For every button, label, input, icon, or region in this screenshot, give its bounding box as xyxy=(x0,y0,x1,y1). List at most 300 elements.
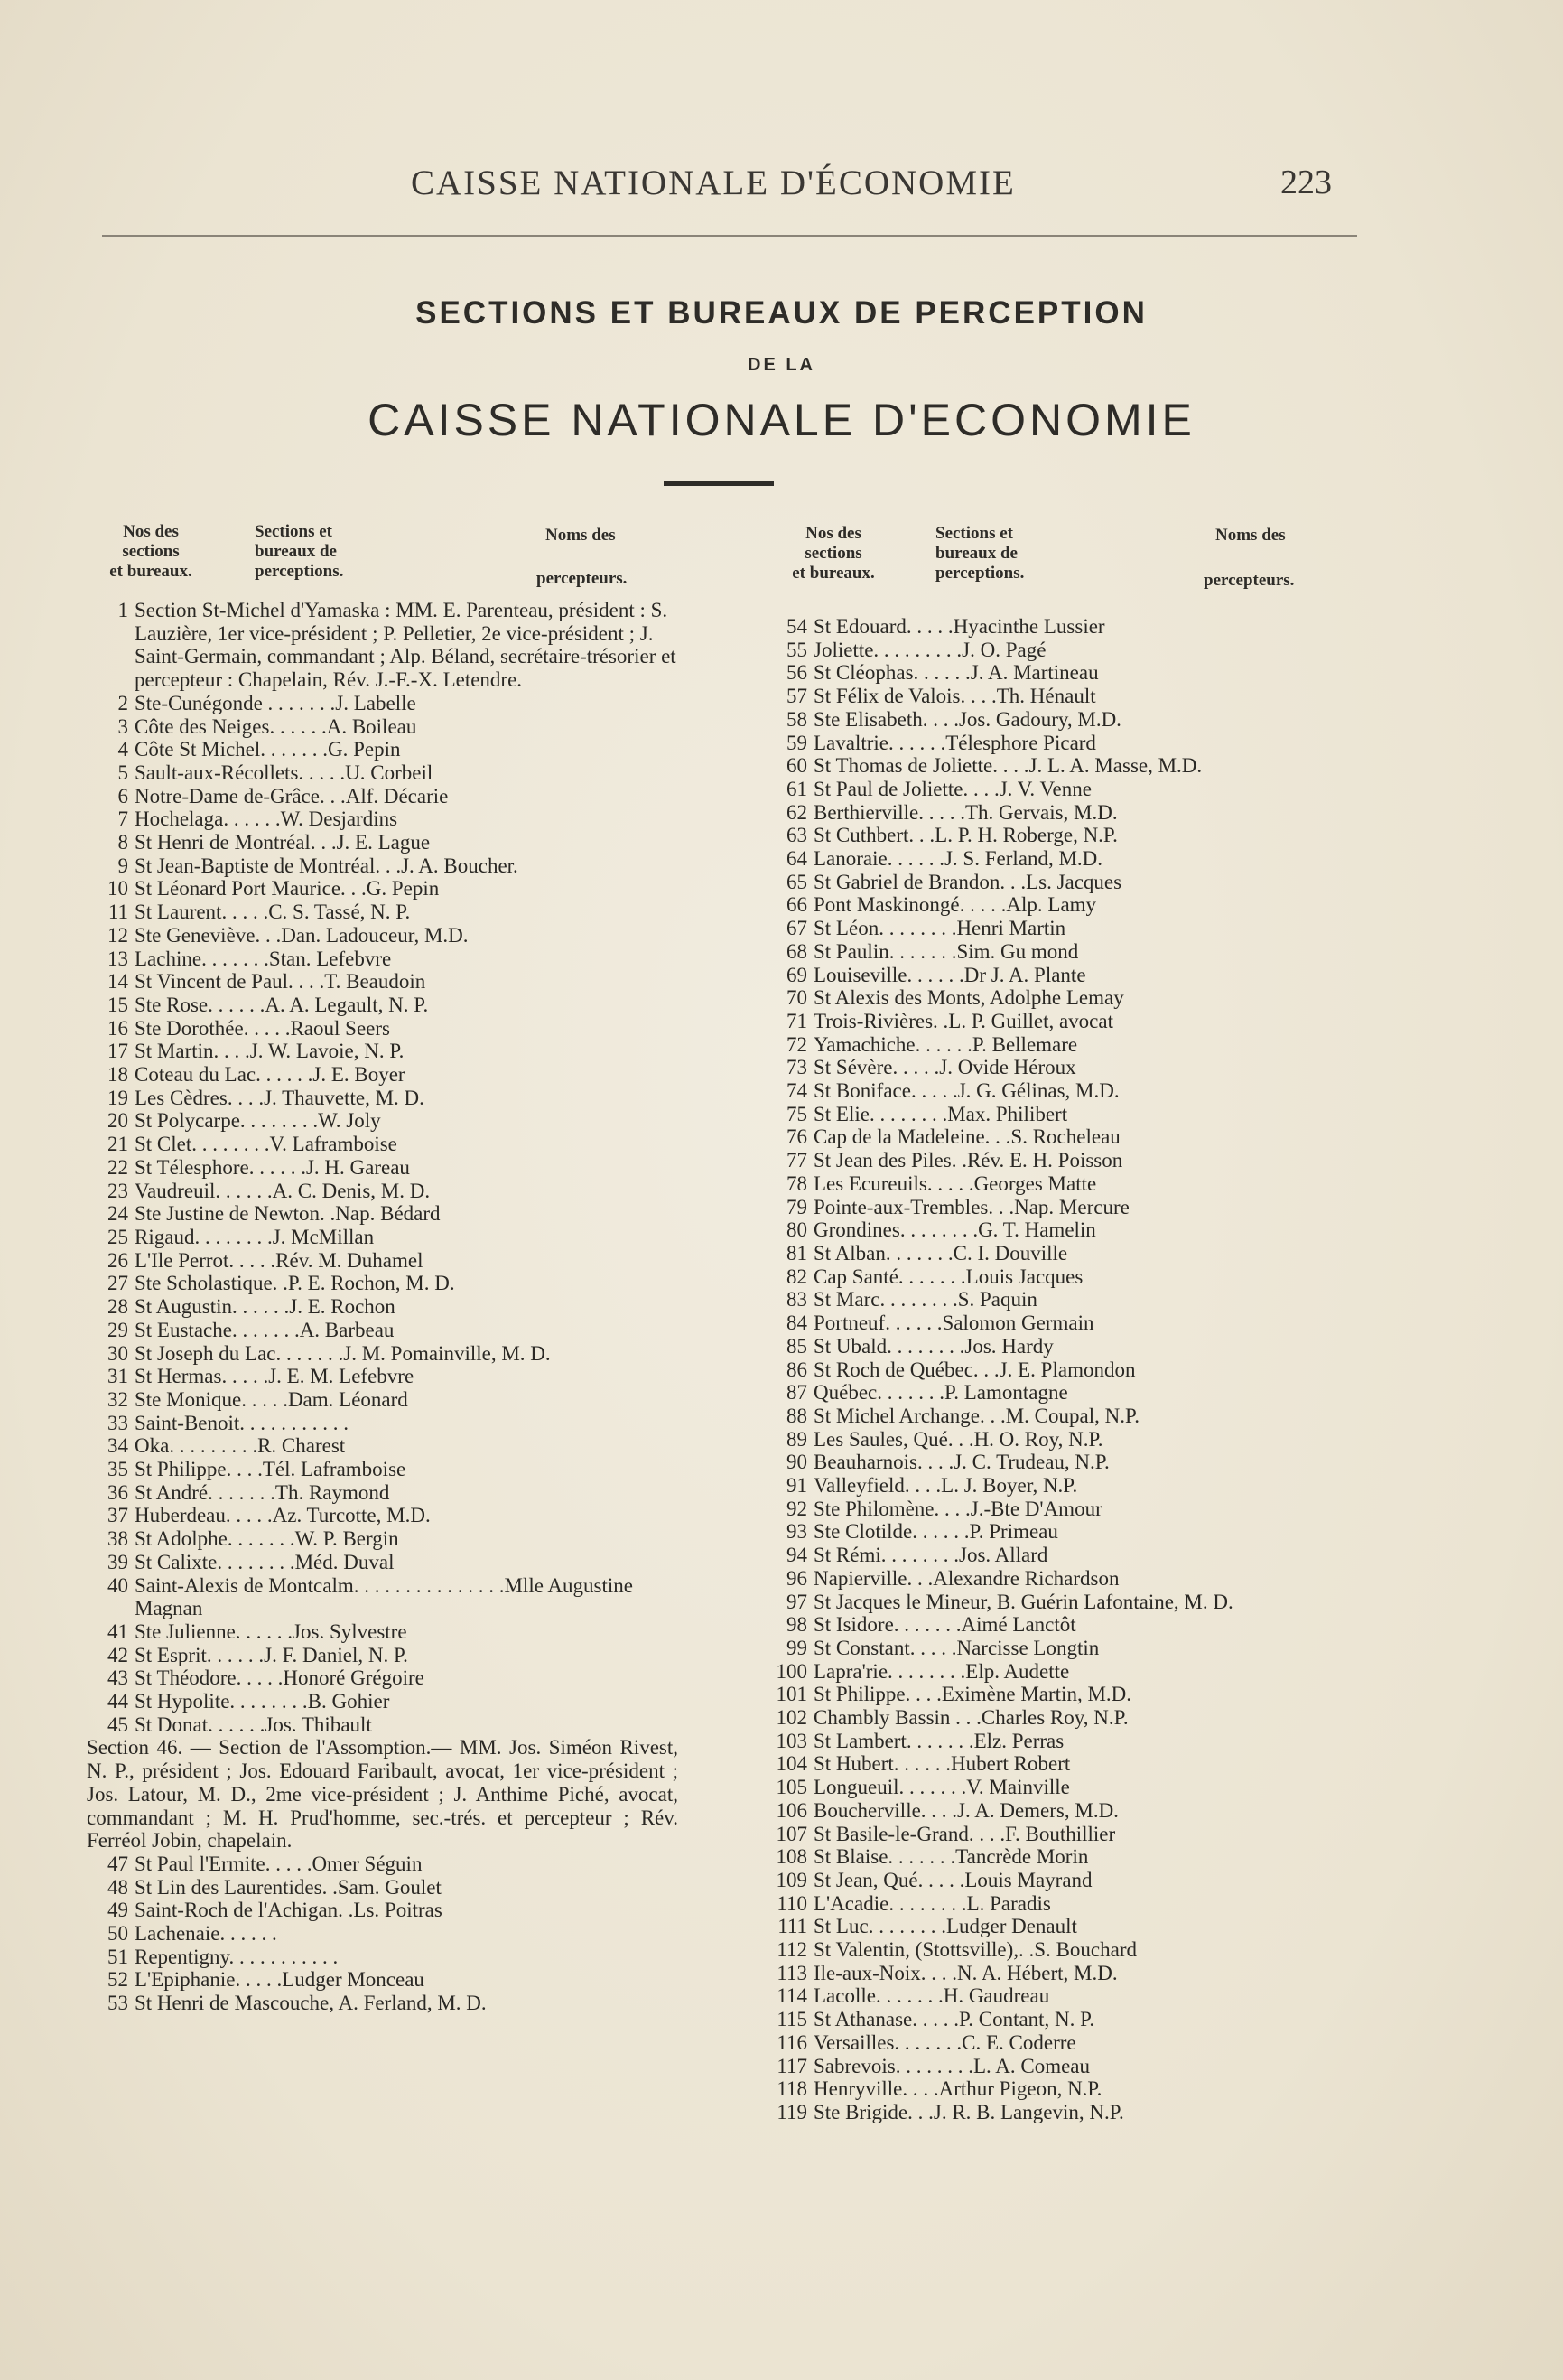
entry-number: 119 xyxy=(777,2101,807,2123)
entry-text: Ste Rose. . . . . .A. A. Legault, N. P. xyxy=(135,993,429,1016)
entry-text: Louiseville. . . . . .Dr J. A. Plante xyxy=(814,963,1086,986)
entry-text: Ste Philomène. . . .J.-Bte D'Amour xyxy=(814,1497,1102,1520)
entry-number: 114 xyxy=(777,1984,807,2008)
list-item xyxy=(766,1010,1348,1033)
entry-text: Notre-Dame de-Grâce. . .Alf. Décarie xyxy=(135,784,449,807)
list-item xyxy=(766,801,1348,825)
entry-number: 33 xyxy=(107,1411,128,1434)
list-item xyxy=(766,1056,1348,1079)
entry-text: St Blaise. . . . . . .Tancrède Morin xyxy=(814,1845,1089,1869)
list-item xyxy=(87,1388,678,1412)
list-item xyxy=(766,1544,1348,1567)
entry-text: St Luc. . . . . . . .Ludger Denault xyxy=(814,1915,1077,1938)
list-item xyxy=(87,1133,678,1156)
entry-text: St Sévère. . . . .J. Ovide Héroux xyxy=(814,1056,1076,1079)
list-item xyxy=(766,917,1348,940)
entry-number: 24 xyxy=(107,1202,128,1226)
entry-number: 60 xyxy=(786,754,807,778)
entry-number: 29 xyxy=(107,1318,128,1341)
entry-number: 13 xyxy=(107,947,128,970)
list-item xyxy=(766,1660,1348,1684)
list-item xyxy=(766,847,1348,871)
entry-number: 52 xyxy=(107,1968,128,1992)
entry-text: Lanoraie. . . . . .J. S. Ferland, M.D. xyxy=(814,847,1103,871)
entry-text: L'Acadie. . . . . . . .L. Paradis xyxy=(814,1891,1051,1915)
entry-number: 10 xyxy=(107,877,128,901)
entry-text: St Félix de Valois. . . .Th. Hénault xyxy=(814,685,1096,708)
entry-text: St Paul de Joliette. . . .J. V. Venne xyxy=(814,777,1092,800)
list-item xyxy=(87,970,678,994)
entry-text: Ste Dorothée. . . . .Raoul Seers xyxy=(135,1016,390,1040)
list-item xyxy=(766,1892,1348,1916)
entry-text: Pont Maskinongé. . . . .Alp. Lamy xyxy=(814,893,1097,917)
right-head-sections xyxy=(935,524,1089,583)
list-item xyxy=(766,940,1348,964)
list-item xyxy=(87,738,678,761)
list-item xyxy=(87,1017,678,1041)
entry-text: St Marc. . . . . . . .S. Paquin xyxy=(814,1288,1037,1311)
entry-text: St Isidore. . . . . . .Aimé Lanctôt xyxy=(814,1613,1076,1637)
entry-text: Ste Elisabeth. . . .Jos. Gadoury, M.D. xyxy=(814,707,1121,731)
entry-text: Chambly Bassin . . .Charles Roy, N.P. xyxy=(814,1706,1129,1730)
list-item xyxy=(87,831,678,854)
entry-number: 70 xyxy=(786,986,807,1010)
list-item xyxy=(766,1474,1348,1498)
entry-text: St Polycarpe. . . . . . . .W. Joly xyxy=(135,1109,381,1133)
entry-number: 99 xyxy=(786,1636,807,1659)
list-item xyxy=(766,639,1348,662)
entry-number: 53 xyxy=(107,1992,128,2015)
entry-number: 88 xyxy=(786,1404,807,1427)
entry-number: 27 xyxy=(107,1272,128,1295)
entry-number: 45 xyxy=(107,1713,128,1736)
list-item xyxy=(766,1613,1348,1637)
list-item xyxy=(766,893,1348,917)
list-item xyxy=(87,854,678,878)
entry-text: Versailles. . . . . . .C. E. Coderre xyxy=(814,2030,1076,2054)
entry-number: 14 xyxy=(107,970,128,994)
head-line: Nos des xyxy=(123,522,179,541)
entry-number: 28 xyxy=(107,1295,128,1319)
head-line: Sections et xyxy=(255,522,333,541)
list-item xyxy=(766,1752,1348,1776)
entry-number: 76 xyxy=(786,1125,807,1149)
head-line: perceptions. xyxy=(255,562,344,581)
list-item xyxy=(87,715,678,739)
entry-number: 80 xyxy=(786,1218,807,1242)
entry-text: Henryville. . . .Arthur Pigeon, N.P. xyxy=(814,2077,1102,2101)
list-item xyxy=(87,1202,678,1226)
entry-number: 81 xyxy=(786,1241,807,1265)
left-head-sections xyxy=(255,522,408,582)
entry-text: Yamachiche. . . . . .P. Bellemare xyxy=(814,1032,1078,1056)
entry-number: 84 xyxy=(786,1311,807,1335)
entry-number: 50 xyxy=(107,1922,128,1946)
entry-number: 98 xyxy=(786,1613,807,1637)
entry-number: 48 xyxy=(107,1875,128,1899)
list-item xyxy=(87,1853,678,1876)
list-item xyxy=(766,2077,1348,2101)
list-item xyxy=(766,1149,1348,1172)
entry-text: St Eustache. . . . . . .A. Barbeau xyxy=(135,1318,395,1341)
left-head-names-top: Noms des xyxy=(545,526,616,545)
list-item xyxy=(87,1574,678,1620)
entry-number: 39 xyxy=(107,1550,128,1573)
list-item xyxy=(87,1040,678,1063)
list-item xyxy=(766,1079,1348,1103)
entry-number: 3 xyxy=(117,714,128,738)
list-item xyxy=(766,708,1348,732)
entry-number: 32 xyxy=(107,1387,128,1411)
entry-number: 108 xyxy=(776,1845,807,1869)
list-item xyxy=(766,1683,1348,1706)
entry-text: Beauharnois. . . .J. C. Trudeau, N.P. xyxy=(814,1451,1110,1474)
head-line: et bureaux. xyxy=(792,564,875,583)
entry-text: St Alexis des Monts, Adolphe Lemay xyxy=(814,986,1124,1010)
entry-number: 71 xyxy=(786,1009,807,1032)
list-item xyxy=(87,1876,678,1899)
list-item xyxy=(766,732,1348,755)
list-item xyxy=(87,1180,678,1203)
list-item xyxy=(766,1196,1348,1219)
entry-text: St Henri de Montréal. . .J. E. Lague xyxy=(135,831,431,854)
list-item xyxy=(87,692,678,715)
entry-text: Berthierville. . . . .Th. Gervais, M.D. xyxy=(814,800,1118,824)
entry-number: 75 xyxy=(786,1102,807,1125)
entry-text: St Télesphore. . . . . .J. H. Gareau xyxy=(135,1155,410,1179)
entry-number: 86 xyxy=(786,1358,807,1381)
entry-text: St Clet. . . . . . . .V. Laframboise xyxy=(135,1133,397,1156)
list-item xyxy=(766,986,1348,1010)
entry-number: 2 xyxy=(117,691,128,714)
entry-text: Cap Santé. . . . . . .Louis Jacques xyxy=(814,1265,1084,1288)
entry-number: 51 xyxy=(107,1945,128,1968)
entry-number: 34 xyxy=(107,1434,128,1458)
entry-text: St Léonard Port Maurice. . .G. Pepin xyxy=(135,877,440,901)
entry-text: Section 46. — Section de l'Assomption.— MM. Jos. Siméon Rivest, N. P., président ; Jos. Edouard Faribault, avocat, 1er vice-président ; Jos. Latour, M. D., 2me vice-président ; J. Anthime Piché, avocat, commandant ; M. H. Prud'homme, sec.-trés. et percepteur ; Rév. Ferréol Jobin, chapelain. xyxy=(87,1736,678,1853)
entry-text: St Alban. . . . . . .C. I. Douville xyxy=(814,1241,1068,1265)
entry-number: 85 xyxy=(786,1334,807,1358)
list-item xyxy=(766,1103,1348,1126)
entry-text: Les Ecureuils. . . . .Georges Matte xyxy=(814,1171,1097,1195)
list-item xyxy=(766,1869,1348,1892)
list-item xyxy=(766,1498,1348,1521)
entry-number: 47 xyxy=(107,1852,128,1875)
entry-text: Lacolle. . . . . . .H. Gaudreau xyxy=(814,1984,1050,2008)
entry-text: St Jacques le Mineur, B. Guérin Lafontaine, M. D. xyxy=(814,1590,1233,1613)
entry-text: Québec. . . . . . .P. Lamontagne xyxy=(814,1381,1068,1405)
title-line-3: CAISSE NATIONALE D'ECONOMIE xyxy=(367,395,1196,445)
list-item xyxy=(87,1272,678,1295)
list-item xyxy=(87,1551,678,1574)
entry-number: 93 xyxy=(786,1520,807,1544)
list-item xyxy=(87,1319,678,1342)
entry-number: 9 xyxy=(117,854,128,877)
entry-text: St Roch de Québec. . .J. E. Plamondon xyxy=(814,1358,1136,1381)
list-item xyxy=(87,1434,678,1458)
entry-text: Sabrevois. . . . . . . .L. A. Comeau xyxy=(814,2054,1090,2077)
entry-text: St Vincent de Paul. . . .T. Beaudoin xyxy=(135,970,426,994)
list-item xyxy=(766,1451,1348,1474)
entry-text: St Paul l'Ermite. . . . .Omer Séguin xyxy=(135,1852,423,1875)
entry-number: 87 xyxy=(786,1381,807,1405)
entry-text: Ste Geneviève. . .Dan. Ladouceur, M.D. xyxy=(135,923,469,947)
entry-text: Ste-Cunégonde . . . . . . .J. Labelle xyxy=(135,691,416,714)
list-item xyxy=(87,1063,678,1087)
entry-text: St Ubald. . . . . . . .Jos. Hardy xyxy=(814,1334,1054,1358)
entry-text: Saint-Alexis de Montcalm. . . . . . . . . . . . . . .Mlle Augustine Magnan xyxy=(135,1573,633,1620)
entry-text: St Cuthbert. . .L. P. H. Roberge, N.P. xyxy=(814,824,1118,847)
entry-text: Lavaltrie. . . . . .Télesphore Picard xyxy=(814,731,1096,754)
head-line: et bureaux. xyxy=(109,562,192,581)
list-item xyxy=(766,1799,1348,1823)
entry-text: Lapra'rie. . . . . . . .Elp. Audette xyxy=(814,1659,1070,1683)
entry-text: St Athanase. . . . .P. Contant, N. P. xyxy=(814,2008,1095,2031)
list-item xyxy=(766,824,1348,847)
header-rule xyxy=(102,235,1357,237)
entry-number: 41 xyxy=(107,1619,128,1643)
list-item xyxy=(766,1637,1348,1660)
list-item xyxy=(87,1458,678,1481)
list-item xyxy=(87,599,678,692)
entry-number: 5 xyxy=(117,761,128,784)
list-item xyxy=(766,2055,1348,2078)
entry-text: St Joseph du Lac. . . . . . .J. M. Pomainville, M. D. xyxy=(135,1341,551,1365)
title-line-2: DE LA xyxy=(748,355,815,375)
list-item xyxy=(766,2008,1348,2031)
entry-text: Pointe-aux-Trembles. . .Nap. Mercure xyxy=(814,1195,1130,1218)
right-head-names-top: Noms des xyxy=(1215,526,1286,545)
entry-number: 117 xyxy=(777,2054,807,2077)
list-item xyxy=(766,1567,1348,1591)
entry-text: St Cléophas. . . . . .J. A. Martineau xyxy=(814,661,1099,685)
entry-text: St Augustin. . . . . .J. E. Rochon xyxy=(135,1295,395,1319)
entry-number: 31 xyxy=(107,1365,128,1388)
head-line: sections xyxy=(122,542,180,561)
left-head-names-bottom: percepteurs. xyxy=(536,569,628,588)
list-item xyxy=(87,901,678,924)
entry-number: 56 xyxy=(786,661,807,685)
entry-text: St Laurent. . . . .C. S. Tassé, N. P. xyxy=(135,901,411,924)
list-item xyxy=(87,1899,678,1922)
list-item xyxy=(87,1249,678,1273)
entry-text: Huberdeau. . . . .Az. Turcotte, M.D. xyxy=(135,1504,431,1527)
entry-number: 16 xyxy=(107,1016,128,1040)
list-item xyxy=(87,947,678,971)
entry-number: 118 xyxy=(777,2077,807,2101)
list-item xyxy=(87,761,678,785)
list-item xyxy=(766,871,1348,894)
list-item xyxy=(766,1591,1348,1614)
entry-text: St Michel Archange. . .M. Coupal, N.P. xyxy=(814,1404,1140,1427)
entry-text: Hochelaga. . . . . .W. Desjardins xyxy=(135,807,398,831)
left-head-numbers xyxy=(101,522,200,582)
entry-text: St Adolphe. . . . . . .W. P. Bergin xyxy=(135,1527,399,1551)
list-item xyxy=(87,1736,678,1853)
entry-number: 8 xyxy=(117,831,128,854)
entry-text: St Gabriel de Brandon. . .Ls. Jacques xyxy=(814,870,1122,893)
entry-number: 38 xyxy=(107,1527,128,1551)
entry-number: 1 xyxy=(117,599,128,621)
list-item xyxy=(766,1033,1348,1057)
list-item xyxy=(766,1845,1348,1869)
entry-number: 106 xyxy=(776,1798,807,1822)
entry-number: 35 xyxy=(107,1458,128,1481)
list-item xyxy=(87,1365,678,1388)
list-item xyxy=(766,1242,1348,1265)
list-item xyxy=(766,1520,1348,1544)
list-item xyxy=(87,1992,678,2015)
entry-text: St Léon. . . . . . . .Henri Martin xyxy=(814,917,1066,940)
entry-number: 66 xyxy=(786,893,807,917)
entry-text: Ile-aux-Noix. . . .N. A. Hébert, M.D. xyxy=(814,1961,1118,1984)
entry-number: 111 xyxy=(777,1915,807,1938)
list-item xyxy=(766,1706,1348,1730)
entry-text: Repentigny. . . . . . . . . . . xyxy=(135,1945,339,1968)
list-item xyxy=(87,1156,678,1180)
list-item xyxy=(766,1730,1348,1753)
entry-number: 113 xyxy=(777,1961,807,1984)
list-item xyxy=(87,877,678,901)
list-item xyxy=(766,1172,1348,1196)
entry-number: 94 xyxy=(786,1544,807,1567)
list-item xyxy=(766,1823,1348,1846)
list-item xyxy=(87,1713,678,1737)
list-item xyxy=(766,778,1348,801)
list-item xyxy=(766,964,1348,987)
entry-number: 107 xyxy=(776,1822,807,1845)
running-title: CAISSE NATIONALE D'ÉCONOMIE xyxy=(411,163,1016,202)
entry-text: Ste Monique. . . . .Dam. Léonard xyxy=(135,1387,408,1411)
title-line-1: SECTIONS ET BUREAUX DE PERCEPTION xyxy=(415,295,1148,331)
entry-number: 73 xyxy=(786,1056,807,1079)
head-line: sections xyxy=(805,544,862,563)
list-item xyxy=(87,1412,678,1435)
entry-text: Napierville. . .Alexandre Richardson xyxy=(814,1566,1120,1590)
entry-text: St André. . . . . . .Th. Raymond xyxy=(135,1480,390,1504)
entry-text: Ste Clotilde. . . . . .P. Primeau xyxy=(814,1520,1058,1544)
list-item xyxy=(766,2101,1348,2124)
entry-text: Portneuf. . . . . .Salomon Germain xyxy=(814,1311,1094,1335)
entry-number: 30 xyxy=(107,1341,128,1365)
entry-text: St Donat. . . . . .Jos. Thibault xyxy=(135,1713,372,1736)
entry-number: 40 xyxy=(107,1573,128,1597)
entry-text: St Philippe. . . .Tél. Laframboise xyxy=(135,1458,406,1481)
list-item xyxy=(87,1481,678,1505)
entry-number: 105 xyxy=(776,1776,807,1799)
list-item xyxy=(766,1288,1348,1311)
head-line: bureaux de xyxy=(255,542,337,561)
entry-text: St Rémi. . . . . . . .Jos. Allard xyxy=(814,1544,1048,1567)
list-item xyxy=(766,754,1348,778)
entry-number: 18 xyxy=(107,1063,128,1087)
entry-number: 21 xyxy=(107,1133,128,1156)
list-item xyxy=(87,1946,678,1969)
entry-text: St Constant. . . . .Narcisse Longtin xyxy=(814,1636,1100,1659)
list-item xyxy=(766,2031,1348,2055)
entry-number: 44 xyxy=(107,1690,128,1713)
list-item xyxy=(766,1984,1348,2008)
entry-number: 17 xyxy=(107,1040,128,1063)
left-column xyxy=(87,599,678,2015)
entry-text: Saint-Benoit. . . . . . . . . . . xyxy=(135,1411,349,1434)
entry-text: St Jean, Qué. . . . .Louis Mayrand xyxy=(814,1868,1093,1891)
list-item xyxy=(766,1938,1348,1962)
entry-number: 79 xyxy=(786,1195,807,1218)
entry-number: 12 xyxy=(107,923,128,947)
entry-number: 78 xyxy=(786,1171,807,1195)
entry-text: Ste Justine de Newton. .Nap. Bédard xyxy=(135,1202,441,1226)
list-item xyxy=(766,1962,1348,1985)
entry-number: 90 xyxy=(786,1451,807,1474)
list-item xyxy=(87,1504,678,1527)
entry-number: 37 xyxy=(107,1504,128,1527)
entry-text: St Lambert. . . . . . .Elz. Perras xyxy=(814,1729,1065,1752)
entry-text: Boucherville. . . .J. A. Demers, M.D. xyxy=(814,1798,1119,1822)
entry-text: St Jean des Piles. .Rév. E. H. Poisson xyxy=(814,1149,1123,1172)
entry-number: 65 xyxy=(786,870,807,893)
title-rule xyxy=(664,481,774,486)
entry-text: Trois-Rivières. .L. P. Guillet, avocat xyxy=(814,1009,1113,1032)
entry-text: Rigaud. . . . . . . .J. McMillan xyxy=(135,1225,375,1248)
entry-number: 116 xyxy=(777,2030,807,2054)
entry-text: Ste Brigide. . .J. R. B. Langevin, N.P. xyxy=(814,2101,1124,2123)
entry-number: 4 xyxy=(117,738,128,761)
entry-text: Lachenaie. . . . . . xyxy=(135,1922,277,1946)
entry-number: 15 xyxy=(107,993,128,1016)
entry-number: 20 xyxy=(107,1109,128,1133)
entry-number: 89 xyxy=(786,1427,807,1451)
entry-text: St Jean-Baptiste de Montréal. . .J. A. Boucher. xyxy=(135,854,518,877)
list-item xyxy=(766,685,1348,708)
entry-number: 102 xyxy=(776,1706,807,1730)
head-line: Sections et xyxy=(935,524,1014,543)
list-item xyxy=(87,1690,678,1713)
entry-text: St Théodore. . . . .Honoré Grégoire xyxy=(135,1666,424,1690)
entry-number: 96 xyxy=(786,1566,807,1590)
entry-text: Oka. . . . . . . . .R. Charest xyxy=(135,1434,346,1458)
entry-number: 104 xyxy=(776,1752,807,1776)
entry-number: 58 xyxy=(786,707,807,731)
entry-text: St Philippe. . . .Eximène Martin, M.D. xyxy=(814,1683,1132,1706)
head-line: perceptions. xyxy=(935,564,1025,583)
head-line: bureaux de xyxy=(935,544,1018,563)
entry-text: Côte des Neiges. . . . . .A. Boileau xyxy=(135,714,417,738)
entry-number: 97 xyxy=(786,1590,807,1613)
right-head-names-bottom: percepteurs. xyxy=(1204,571,1295,590)
right-head-numbers xyxy=(766,524,901,583)
entry-number: 6 xyxy=(117,784,128,807)
entry-number: 59 xyxy=(786,731,807,754)
list-item xyxy=(87,807,678,831)
entry-number: 49 xyxy=(107,1899,128,1922)
entry-text: Ste Julienne. . . . . .Jos. Sylvestre xyxy=(135,1619,407,1643)
entry-number: 77 xyxy=(786,1149,807,1172)
entry-number: 67 xyxy=(786,917,807,940)
entry-number: 54 xyxy=(786,615,807,638)
list-item xyxy=(87,1109,678,1133)
entry-text: Coteau du Lac. . . . . .J. E. Boyer xyxy=(135,1063,405,1087)
entry-number: 36 xyxy=(107,1480,128,1504)
entry-number: 72 xyxy=(786,1032,807,1056)
entry-text: St Calixte. . . . . . . .Méd. Duval xyxy=(135,1550,395,1573)
entry-text: Joliette. . . . . . . . .J. O. Pagé xyxy=(814,638,1047,661)
entry-number: 92 xyxy=(786,1497,807,1520)
entry-number: 61 xyxy=(786,777,807,800)
list-item xyxy=(87,1087,678,1110)
entry-text: St Valentin, (Stottsville),. .S. Bouchard xyxy=(814,1938,1137,1962)
entry-number: 100 xyxy=(776,1659,807,1683)
